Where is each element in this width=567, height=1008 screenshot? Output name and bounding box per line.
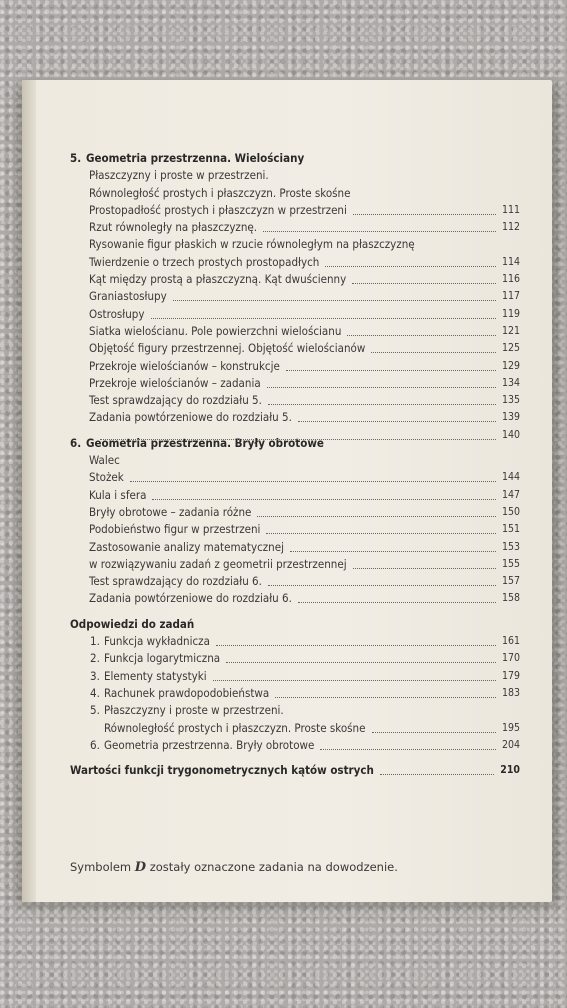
entry-title: Równoległość prostych i płaszczyzn. Proste skośne <box>89 185 351 200</box>
toc-entry <box>70 633 520 650</box>
dot-leader <box>347 335 496 336</box>
entry-title: Bryły obrotowe – zadania różne <box>89 504 252 519</box>
dot-leader <box>268 585 496 586</box>
toc-entry <box>70 737 520 754</box>
entry-number <box>90 720 104 737</box>
entry-title: Geometria przestrzenna. Bryły obrotowe <box>104 737 315 752</box>
entry-title: Rachunek prawdopodobieństwa <box>104 685 270 700</box>
entry-title: Zastosowanie analizy matematycznej <box>89 539 284 554</box>
dot-leader <box>353 568 496 569</box>
toc-entry <box>70 306 520 323</box>
dot-leader <box>320 749 496 750</box>
footnote <box>70 860 398 875</box>
dot-leader <box>290 551 496 552</box>
entry-page: 210 <box>500 764 520 777</box>
toc-entry <box>70 521 520 538</box>
entry-number: 5. <box>90 703 100 718</box>
entry-page: 134 <box>501 376 520 389</box>
dot-leader <box>130 481 496 482</box>
entry-title: Rysowanie figur płaskich w rzucie równoległym na płaszczyznę <box>89 237 415 252</box>
toc-entry <box>70 573 520 590</box>
entry-title: Graniastosłupy <box>89 289 167 304</box>
dot-leader <box>152 499 496 500</box>
dot-leader <box>371 352 496 353</box>
entry-title: Kula i sfera <box>89 487 147 502</box>
entry-page: 179 <box>501 669 520 682</box>
toc-entry <box>70 685 520 702</box>
dot-leader <box>263 231 496 232</box>
entry-page: 170 <box>501 652 520 665</box>
entry-title: Twierdzenie o trzech prostych prostopadłych <box>89 254 320 269</box>
dot-leader <box>226 662 496 663</box>
toc-entry <box>70 375 520 392</box>
entry-title: Zadania powtórzeniowe do rozdziału 6. <box>89 591 292 606</box>
toc-entry <box>70 340 520 357</box>
entry-number: 3. <box>90 668 100 683</box>
entry-page: 157 <box>501 575 520 588</box>
toc-entry <box>70 487 520 504</box>
entry-page: 151 <box>501 523 520 536</box>
entry-page: 111 <box>501 203 520 216</box>
chapter-title: Geometria przestrzenna. Wielościany <box>86 151 305 165</box>
dot-leader <box>267 387 496 388</box>
dot-leader <box>257 516 496 517</box>
entry-title: Elementy statystyki <box>104 668 207 683</box>
dot-leader <box>352 283 496 284</box>
toc-entry <box>70 556 520 573</box>
entry-page: 183 <box>501 686 520 699</box>
entry-title: w rozwiązywaniu zadań z geometrii przestrzennej <box>89 556 347 571</box>
entry-title: Siatka wielościanu. Pole powierzchni wielościanu <box>89 323 342 338</box>
entry-title: Walec <box>89 453 120 468</box>
entry-page: 195 <box>501 721 520 734</box>
entry-title: Płaszczyzny i proste w przestrzeni. <box>89 168 269 183</box>
dot-leader <box>216 645 496 646</box>
toc-entry <box>70 668 520 685</box>
entry-page: 140 <box>501 428 520 441</box>
toc-entry <box>70 409 520 426</box>
dot-leader <box>286 370 496 371</box>
dot-leader <box>380 774 494 775</box>
dot-leader <box>353 214 496 215</box>
entry-page: 155 <box>501 557 520 570</box>
entry-title: Objętość figury przestrzennej. Objętość wielościanów <box>89 341 366 356</box>
toc-entry <box>70 504 520 521</box>
entry-page: 114 <box>501 255 520 268</box>
entry-title: Test sprawdzający do rozdziału 6. <box>89 574 262 589</box>
dot-leader <box>268 404 496 405</box>
dot-leader <box>298 421 496 422</box>
entry-page: 158 <box>501 592 520 605</box>
toc-entry <box>70 254 520 271</box>
chapter-title: Geometria przestrzenna. Bryły obrotowe <box>86 435 324 450</box>
chapter-6-heading <box>70 435 520 452</box>
dot-leader <box>325 266 496 267</box>
toc-entry <box>70 469 520 486</box>
toc-entry <box>70 539 520 556</box>
chapter-number: 6. <box>70 435 82 450</box>
chapter-6-entries <box>70 452 520 608</box>
toc-entry <box>70 288 520 305</box>
entry-title: Równoległość prostych i płaszczyzn. Proste skośne <box>104 720 366 735</box>
entry-title: Funkcja logarytmiczna <box>104 651 221 666</box>
dot-leader <box>213 680 496 681</box>
footnote-text-after: zostały oznaczone zadania na dowodzenie. <box>149 860 398 874</box>
dot-leader <box>173 300 496 301</box>
toc-entry <box>70 720 520 737</box>
entry-title: Funkcja wykładnicza <box>104 634 210 649</box>
entry-title: Prostopadłość prostych i płaszczyzn w przestrzeni <box>89 202 347 217</box>
entry-page: 116 <box>501 273 520 286</box>
entry-page: 144 <box>501 471 520 484</box>
toc-entry <box>70 323 520 340</box>
toc-entry <box>70 650 520 667</box>
dot-leader <box>100 439 496 440</box>
toc-entry <box>70 452 520 469</box>
entry-title: Przekroje wielościanów – zadania <box>89 375 261 390</box>
footnote-text-before: Symbolem <box>70 860 132 874</box>
toc-entry <box>70 358 520 375</box>
chapter-5-heading <box>70 150 520 167</box>
dot-leader <box>275 697 496 698</box>
entry-page: 117 <box>501 290 520 303</box>
toc-entry <box>70 185 520 202</box>
entry-title: Rzut równoległy na płaszczyznę. <box>89 220 258 235</box>
answers-heading: Odpowiedzi do zadań <box>70 616 195 631</box>
entry-title: Wartości funkcji trygonometrycznych kątów ostrych <box>70 763 374 778</box>
entry-number: 4. <box>90 685 100 700</box>
answers-entries <box>70 633 520 754</box>
entry-title: Przekroje wielościanów – konstrukcje <box>89 358 280 373</box>
entry-page: 121 <box>501 324 520 337</box>
proof-symbol: D <box>134 860 147 875</box>
entry-number: 6. <box>90 737 100 752</box>
entry-title: Płaszczyzny i proste w przestrzeni. <box>104 703 284 718</box>
entry-title: Ostrosłupy <box>89 306 145 321</box>
entry-page: 139 <box>501 411 520 424</box>
toc-entry <box>70 392 520 409</box>
entry-page: 119 <box>501 307 520 320</box>
entry-page: 112 <box>501 221 520 234</box>
trig-values-entry <box>70 762 520 779</box>
table-of-contents <box>70 150 520 779</box>
toc-entry <box>70 202 520 219</box>
entry-title: Podobieństwo figur w przestrzeni <box>89 522 261 537</box>
entry-page: 204 <box>501 738 520 751</box>
entry-title: Kąt między prostą a płaszczyzną. Kąt dwuścienny <box>89 272 347 287</box>
toc-entry <box>70 271 520 288</box>
page-edge <box>22 80 36 902</box>
entry-page: 150 <box>501 505 520 518</box>
toc-entry <box>70 590 520 607</box>
toc-entry <box>70 702 520 719</box>
dot-leader <box>151 318 496 319</box>
entry-number: 1. <box>90 634 100 649</box>
entry-page: 135 <box>501 394 520 407</box>
toc-entry <box>70 236 520 253</box>
entry-page: 161 <box>501 635 520 648</box>
entry-page: 125 <box>501 342 520 355</box>
dot-leader <box>298 602 496 603</box>
entry-page: 129 <box>501 359 520 372</box>
chapter-number: 5. <box>70 151 82 165</box>
entry-page: 153 <box>501 540 520 553</box>
toc-entry <box>70 219 520 236</box>
entry-page: 147 <box>501 488 520 501</box>
entry-title: Zadania powtórzeniowe do rozdziału 5. <box>89 410 292 425</box>
entry-title: Stożek <box>89 470 124 485</box>
dot-leader <box>372 732 496 733</box>
dot-leader <box>266 533 496 534</box>
toc-entry <box>70 167 520 184</box>
chapter-5-entries <box>70 167 520 441</box>
entry-number: 2. <box>90 651 100 666</box>
entry-title: Test sprawdzający do rozdziału 5. <box>89 393 262 408</box>
